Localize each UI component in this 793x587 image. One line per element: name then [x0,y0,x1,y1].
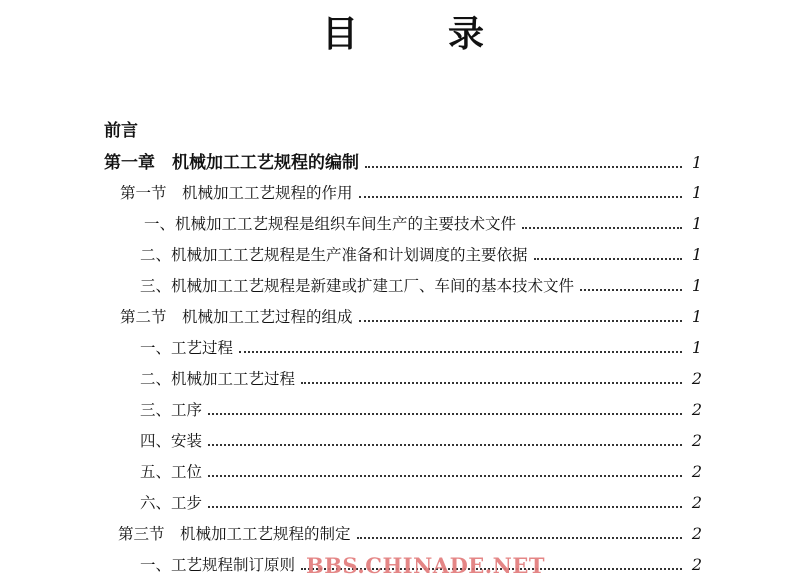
toc-page-number: 1 [691,153,702,172]
toc-page-number: 1 [691,214,702,233]
toc-entry-label: 一、工艺规程制订原则 [140,556,296,574]
toc-chapter-label: 第一章 机械加工工艺规程的编制 [104,153,359,173]
toc-entry-label: 二、机械加工工艺过程 [140,370,296,388]
toc-item[interactable] [0,488,702,514]
dot-leader [580,289,682,291]
toc-entry-label: 四、安装 [140,432,203,450]
toc-page-number: 1 [691,338,702,357]
toc-chapter-1[interactable] [0,148,702,174]
toc-entry-label: 三、机械加工工艺规程是新建或扩建工厂、车间的基本技术文件 [140,277,575,295]
toc-page-number: 2 [691,431,702,450]
toc-preface-label: 前言 [104,121,138,141]
dot-leader [359,196,682,198]
dot-leader [208,413,682,415]
dot-leader [208,444,682,446]
dot-leader [301,382,682,384]
toc-entry-label: 一、工艺过程 [140,339,234,357]
toc-entry-label: 二、机械加工工艺规程是生产准备和计划调度的主要依据 [140,246,528,264]
toc-entry-label: 一、机械加工工艺规程是组织车间生产的主要技术文件 [144,215,517,233]
toc-section-2[interactable] [0,302,702,328]
toc-entry-label: 五、工位 [140,463,203,481]
toc-preface[interactable] [0,116,702,142]
toc-entry-label: 六、工步 [140,494,203,512]
toc-entry-label: 三、工序 [140,401,203,419]
toc-page-number: 2 [691,400,702,419]
toc-item[interactable] [0,426,702,452]
toc-item[interactable] [0,271,702,297]
toc-page-number: 2 [691,524,702,543]
toc-page-number: 1 [691,307,702,326]
toc-page-number: 2 [691,462,702,481]
dot-leader [357,537,682,539]
toc-item[interactable] [0,240,702,266]
toc-page-number: 2 [691,493,702,512]
dot-leader [208,506,682,508]
toc-entry-label: 第三节 机械加工工艺规程的制定 [118,525,351,543]
toc-page-number: 1 [691,183,702,202]
toc-entry-label: 第一节 机械加工工艺规程的作用 [120,184,353,202]
toc-page-number: 2 [691,369,702,388]
dot-leader [239,351,682,353]
toc-page-number: 1 [691,245,702,264]
dot-leader [522,227,682,229]
toc-item[interactable] [0,457,702,483]
toc-section-1[interactable] [0,178,702,204]
watermark: BBS.CHINADE.NET [306,553,545,578]
toc-entry-label: 第二节 机械加工工艺过程的组成 [120,308,353,326]
toc-item[interactable] [0,364,702,390]
toc-page-number: 2 [691,555,702,574]
dot-leader [359,320,682,322]
toc-page-number: 1 [691,276,702,295]
dot-leader [208,475,682,477]
toc-item[interactable] [0,395,702,421]
dot-leader [534,258,682,260]
toc-item[interactable] [0,333,702,359]
toc-title-char-2: 录 [448,14,485,55]
toc-section-3[interactable] [0,519,702,545]
toc-item[interactable] [0,209,702,235]
dot-leader [365,166,682,168]
toc-title [0,12,793,58]
toc-title-char-1: 目 [322,14,359,55]
